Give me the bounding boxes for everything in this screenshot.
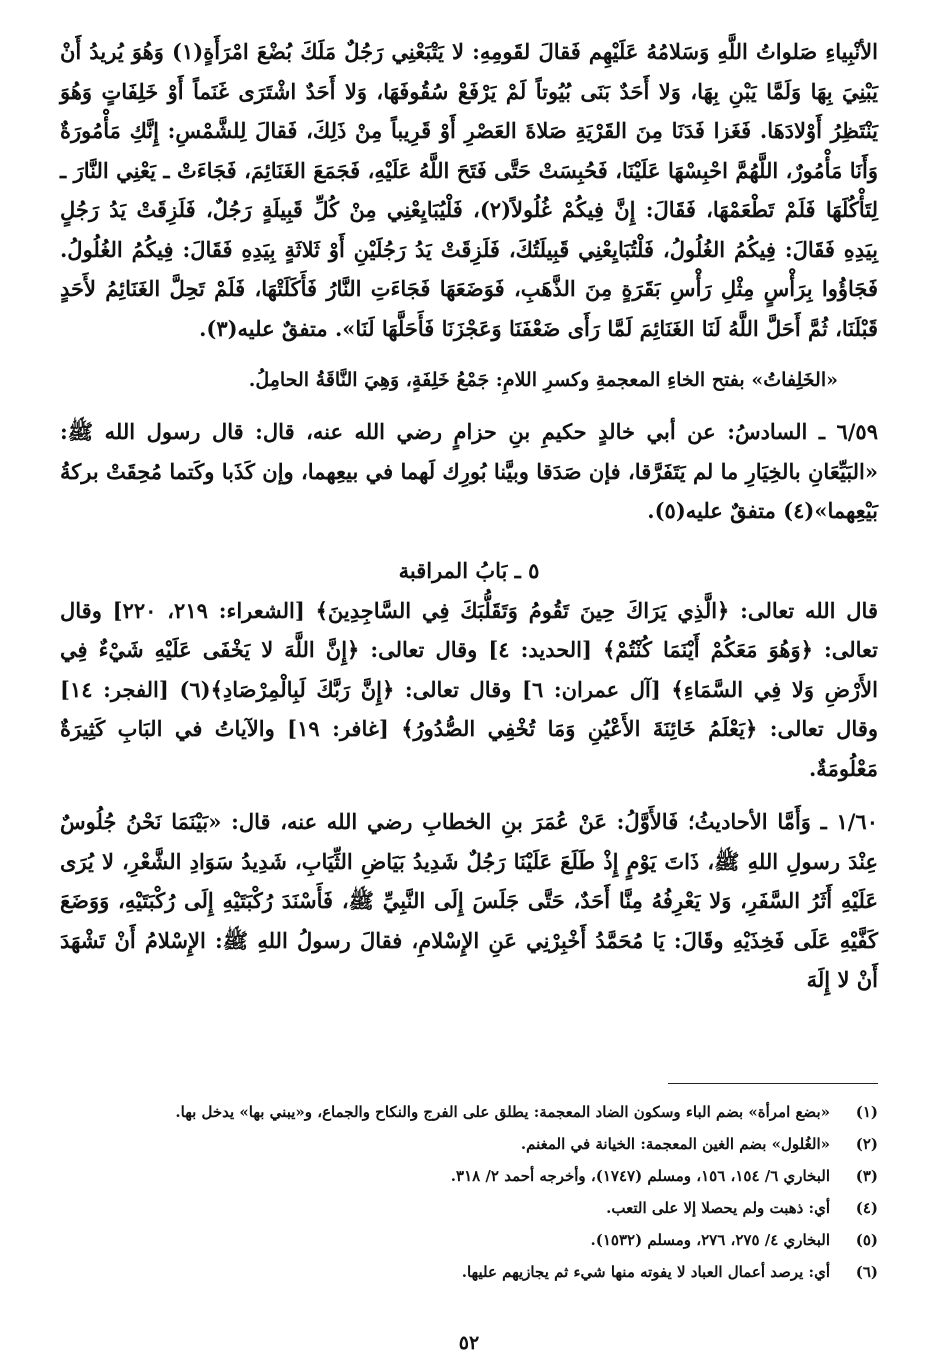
footnote-number: (٤): [855, 1199, 878, 1217]
footnote-number: (٥): [855, 1231, 878, 1249]
footnote-text: البخاري ٤/ ٢٧٥، ٢٧٦، ومسلم (١٥٣٢).: [590, 1231, 830, 1249]
footnote-number: (٦): [855, 1263, 878, 1281]
footnote: [60, 1224, 878, 1256]
footnotes: [60, 1096, 878, 1288]
footnote: [60, 1128, 878, 1160]
spacer: [60, 398, 878, 412]
footnote: [60, 1256, 878, 1288]
hadith-58-continuation: الأنْبِياءِ صَلواتُ اللَّهِ وَسَلامُهُ عَلَيْهِم فَقالَ لقَومِهِ: لا يَتْبَعْنِي رَجُلٌ مَلَكَ بُضْعَ امْرَأَةٍ(١) وَهُوَ يُريدُ أَنْ يَبْنِيَ بِهَا وَلَمَّا يَبْنِ بِهَا، وَلا أَحَدٌ بَنَى بُيُوتاً لَمْ يَرْفَعْ سُقُوفَهَا، وَلا أَحَدٌ اشْتَرَى غَنَماً أَوْ خَلِفَاتٍ وَهُوَ يَنْتَظِرُ أَوْلادَهَا. فَغَزا فَدَنَا مِنَ القَرْيَةِ صَلاةَ العَصْرِ أَوْ قَرِيباً مِنْ ذَلِكَ، فَقالَ لِلشَّمْسِ: إِنَّكِ مَأْمُورَةٌ وَأَنَا مَأْمُورٌ، اللَّهُمَّ احْبِسْهَا عَلَيْنَا، فَحُبِسَتْ حَتَّى فَتَحَ اللَّهُ عَلَيْهِ، فَجَمَعَ الغَنَائِمَ، فَجَاءَتْ ـ يَعْنِي النَّارَ ـ لِتَأْكُلَهَا فَلَمْ تَطْعَمْهَا، فَقَالَ: إِنَّ فِيكُمْ غُلُولاً(٢)، فَلْيُبَايِعْنِي مِنْ كُلِّ قَبِيلَةٍ رَجُلٌ، فَلَزِقَتْ يَدُ رَجُلٍ بِيَدِهِ فَقَالَ: فِيكُمُ الغُلُولُ، فَلْتُبَايِعْنِي قَبِيلَتُكَ، فَلَزِقَتْ يَدُ رَجُلَيْنِ أَوْ ثَلاثَةٍ بِيَدِهِ فَقَالَ: فِيكُمُ الغُلُولُ. فَجَاؤُوا بِرَأْسٍ مِثْلِ رَأْسِ بَقَرَةٍ مِنَ الذَّهَبِ، فَوَضَعَهَا فَجَاءَتِ النَّارُ فَأَكَلَتْهَا، فَلَمْ تَحِلَّ الغَنَائِمُ لأَحَدٍ قَبْلَنَا، ثُمَّ أَحَلَّ اللَّهُ لَنَا الغَنَائِمَ لَمَّا رَأَى ضَعْفَنَا وَعَجْزَنَا فَأَحَلَّهَا لَنَا». متفقٌ عليه(٣).: [60, 39, 878, 341]
footnote-text: البخاري ٦/ ١٥٤، ١٥٦، ومسلم (١٧٤٧)، وأخرجه أحمد ٢/ ٣١٨.: [450, 1167, 830, 1185]
footnote-number: (٣): [855, 1167, 878, 1185]
footnote: [60, 1160, 878, 1192]
hadith-60: ١/٦٠ ـ وَأَمَّا الأحاديثُ؛ فَالأَوَّلُ: عَنْ عُمَرَ بنِ الخطابِ رضي الله عنه، قال: «بَيْنَمَا نَحْنُ جُلُوسٌ عِنْدَ رسولِ اللهِ ﷺ، ذَاتَ يَوْمٍ إِذْ طَلَعَ عَلَيْنَا رَجُلٌ شَدِيدُ بَيَاضِ الثِّيَابِ، شَدِيدُ سَوَادِ الشَّعْرِ، لا يُرَى عَلَيْهِ أَثَرُ السَّفَرِ، وَلا يَعْرِفُهُ مِنَّا أَحَدٌ، حَتَّى جَلَسَ إِلَى النَّبِيِّ ﷺ، فَأَسْنَدَ رُكْبَتَيْهِ إِلَى رُكْبَتَيْهِ، وَوَضَعَ كَفَّيْهِ عَلَى فَخِذَيْهِ وقَالَ: يَا مُحَمَّدُ أَخْبِرْنِي عَنِ الإِسْلامِ، فقالَ رسولُ اللهِ ﷺ: الإِسْلامُ أَنْ تَشْهَدَ أَنْ لا إِلَهَ: [60, 809, 878, 992]
footnote-separator: [668, 1083, 878, 1084]
page-number: ٥٢: [458, 1332, 480, 1354]
chapter-intro-verses: قال الله تعالى: ﴿الَّذِي يَرَاكَ حِينَ تَقُومُ وَتَقَلُّبَكَ فِي السَّاجِدِينَ﴾ [الشعراء: ٢١٩، ٢٢٠] وقال تعالى: ﴿وَهُوَ مَعَكُمْ أَيْنَمَا كُنْتُمْ﴾ [الحديد: ٤] وقال تعالى: ﴿إِنَّ اللَّهَ لا يَخْفَى عَلَيْهِ شَيْءٌ فِي الأَرْضِ وَلا فِي السَّمَاءِ﴾ [آل عمران: ٦] وقال تعالى: ﴿إِنَّ رَبَّكَ لَبِالْمِرْصَادِ﴾(٦) [الفجر: ١٤] وقال تعالى: ﴿يَعْلَمُ خَائِنَةَ الأَعْيُنِ وَمَا تُخْفِي الصُّدُورُ﴾ [غافر: ١٩] والآياتُ في البَابِ كَثِيرَةٌ مَعْلُومَةٌ.: [60, 597, 879, 781]
footnote: [60, 1192, 878, 1224]
footnote-text: «الغُلول» بضم الغين المعجمة: الخيانة في المغنم.: [520, 1135, 830, 1153]
main-text-block: [60, 32, 878, 1000]
chapter-heading: ٥ ـ بَابُ المراقبة: [398, 557, 540, 583]
spacer: [60, 348, 878, 362]
footnote-text: «بضع امرأة» بضم الباء وسكون الضاد المعجمة: يطلق على الفرج والنكاح والجماع، و«يبني بها» يدخل بها.: [175, 1103, 830, 1121]
footnote-text: أي: يرصد أعمال العباد لا يفوته منها شيء ثم يجازيهم عليها.: [461, 1263, 830, 1281]
footnote: [60, 1096, 878, 1128]
footnote-number: (٢): [855, 1135, 878, 1153]
footnote-text: أي: ذهبت ولم يحصلا إلا على التعب.: [606, 1199, 830, 1217]
spacer: [60, 531, 878, 551]
footnote-number: (١): [855, 1103, 878, 1121]
hadith-59: ٦/٥٩ ـ السادسُ: عن أبي خالدٍ حكيمِ بنِ حزامٍ رضي الله عنه، قال: قال رسول الله ﷺ: «البَيِّعَانِ بالخِيَارِ ما لم يَتَفَرَّقا، فإن صَدَقا وبيَّنا بُورِك لَهما في بيعِهما، وإن كَذَبا وكَتما مُحِقَتْ بركةُ بَيْعِهما»(٤) متفقٌ عليه(٥).: [60, 419, 878, 523]
spacer: [60, 788, 878, 802]
khalifat-definition-note: «الخَلِفاتُ» بفتح الخاءِ المعجمةِ وكسرِ اللامِ: جَمْعُ خَلِفَةٍ، وَهِيَ النَّاقَةُ الحامِلُ.: [248, 369, 838, 391]
